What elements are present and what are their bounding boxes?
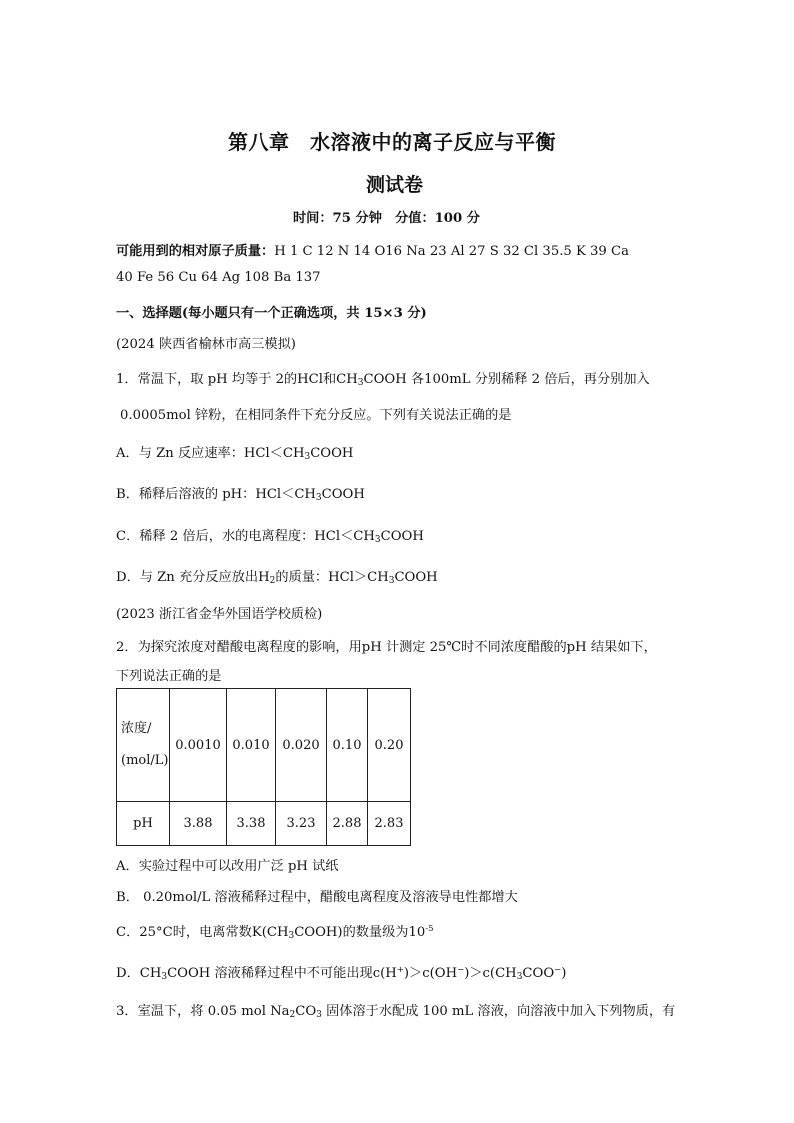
q2-option-a: A．实验过程中可以改用广泛 pH 试纸 (116, 859, 339, 874)
page-title: 第八章 水溶液中的离子反应与平衡 (228, 130, 556, 154)
concentration-ph-table (116, 688, 411, 846)
table-cell: 0.10 (327, 689, 368, 802)
table-row (117, 689, 411, 802)
time-score-line: 时间：75 分钟 分值：100 分 (293, 211, 480, 226)
q2-option-c: C．25°C时，电离常数$K(CH_3COOH)$的数量级为$10^{-5}$ (116, 924, 434, 941)
q1-option-b: B．稀释后溶液的 pH：$HCl<CH_3COOH$ (116, 487, 365, 503)
table-cell: 0.20 (368, 689, 411, 802)
q1-stem-line-1: 1．常温下，取 pH 均等于 2的HCl和$CH_3COOH$ 各100mL 分别稀释 2 倍后，再分别加入 (116, 372, 650, 388)
table-cell: 0.010 (227, 689, 276, 802)
table-cell: 2.83 (368, 802, 411, 846)
q1-source: (2024 陕西省榆林市高三模拟) (116, 337, 296, 352)
atomic-mass-line-1 (116, 240, 629, 259)
table-cell: 0.0010 (170, 689, 227, 802)
table-header-cell: 浓度/ (mol/L) (117, 689, 170, 802)
table-header-cell: pH (117, 802, 170, 846)
table-cell: 3.38 (227, 802, 276, 846)
section-title: 一、选择题(每小题只有一个正确选项，共 15×3 分) (116, 306, 427, 321)
table-cell: 3.88 (170, 802, 227, 846)
atomic-mass-label: 可能用到的相对原子质量： (116, 244, 275, 259)
table-cell: 0.020 (276, 689, 327, 802)
q2-stem-line-1: 2．为探究浓度对醋酸电离程度的影响，用pH 计测定 25℃时不同浓度醋酸的pH 结果如下， (116, 640, 657, 655)
q1-stem-line-2: 0.0005mol 锌粉，在相同条件下充分反应。下列有关说法正确的是 (120, 408, 512, 423)
q2-option-d: D．$CH_3COOH$ 溶液稀释过程中不可能出现$c(H^+)>c(OH^-)>c(CH_3COO^-)$ (116, 965, 567, 982)
page-subtitle: 测试卷 (366, 174, 424, 196)
q1-option-c: C．稀释 2 倍后，水的电离程度：$HCl<CH_3COOH$ (116, 529, 424, 545)
atomic-mass-line-2: 40 Fe 56 Cu 64 Ag 108 Ba 137 (116, 270, 321, 285)
atomic-mass-values-1: H 1 C 12 N 14 O16 Na 23 Al 27 S 32 Cl 35.5 K 39 Ca (274, 244, 629, 259)
q2-option-b: B． 0.20mol/L 溶液稀释过程中，醋酸电离程度及溶液导电性都增大 (116, 890, 518, 905)
table-cell: 2.88 (327, 802, 368, 846)
q1-option-a: A．与 Zn 反应速率：$HCl<CH_3COOH$ (116, 446, 354, 462)
q3-stem-line-1: 3．室温下，将 0.05 mol $Na_2CO_3$ 固体溶于水配成 100 mL 溶液，向溶液中加入下列物质，有 (116, 1004, 676, 1020)
table-row (117, 802, 411, 846)
q1-option-d: D．与 Zn 充分反应放出$H_2$的质量：$HCl>CH_3COOH$ (116, 570, 438, 586)
q2-stem-line-2: 下列说法正确的是 (116, 669, 222, 684)
table-cell: 3.23 (276, 802, 327, 846)
q2-source: (2023 浙江省金华外国语学校质检) (116, 607, 323, 622)
